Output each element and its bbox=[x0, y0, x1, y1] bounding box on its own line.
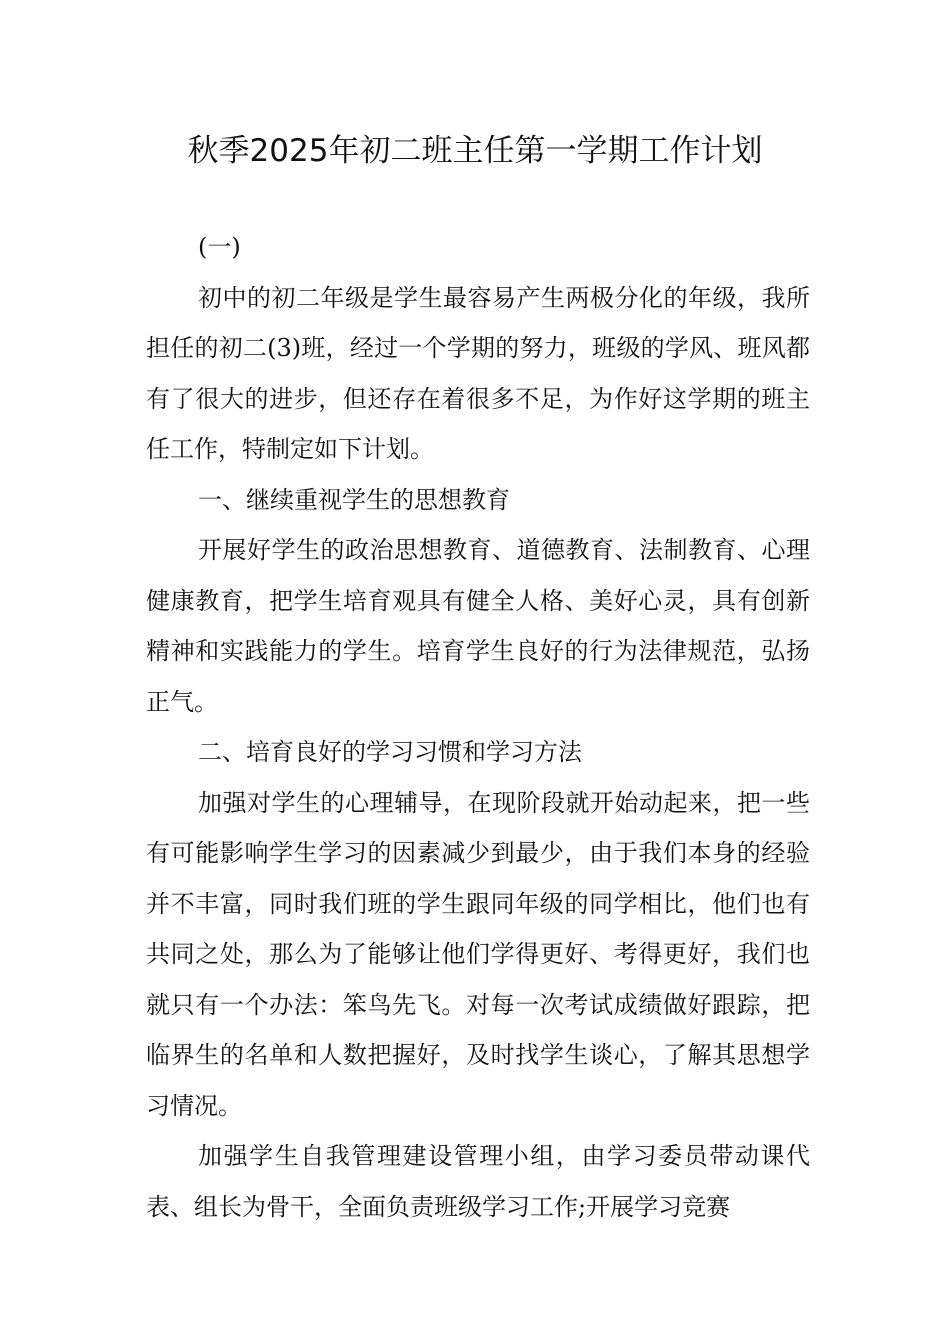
paragraph-intro: 初中的初二年级是学生最容易产生两极分化的年级，我所担任的初二(3)班，经过一个学期的努力，班级的学风、班风都有了很大的进步，但还存在着很多不足，为作好这学期的班主任工作，特制定如下计划。 bbox=[146, 283, 810, 463]
document-title: 秋季2025年初二班主任第一学期工作计划 bbox=[187, 133, 763, 169]
paragraph-section-1: 开展好学生的政治思想教育、道德教育、法制教育、心理健康教育，把学生培育观具有健全人格、美好心灵，具有创新精神和实践能力的学生。培育学生良好的行为法律规范，弘扬正气。 bbox=[146, 536, 810, 716]
heading-section-2: 二、培育良好的学习习惯和学习方法 bbox=[198, 738, 582, 766]
paragraph-section-marker: (一) bbox=[198, 233, 241, 261]
paragraph-section-2a: 加强对学生的心理辅导，在现阶段就开始动起来，把一些有可能影响学生学习的因素减少到最少，由于我们本身的经验并不丰富，同时我们班的学生跟同年级的同学相比，他们也有共同之处，那么为了能够让他们学得更好、考得更好，我们也就只有一个办法：笨鸟先飞。对每一次考试成绩做好跟踪，把临界生的名单和人数把握好，及时找学生谈心，了解其思想学习情况。 bbox=[146, 788, 810, 1120]
document-body bbox=[146, 222, 810, 1232]
paragraph-section-2b: 加强学生自我管理建设管理小组，由学习委员带动课代表、组长为骨干，全面负责班级学习工作;开展学习竞赛 bbox=[146, 1142, 810, 1221]
heading-section-1: 一、继续重视学生的思想教育 bbox=[198, 485, 510, 514]
